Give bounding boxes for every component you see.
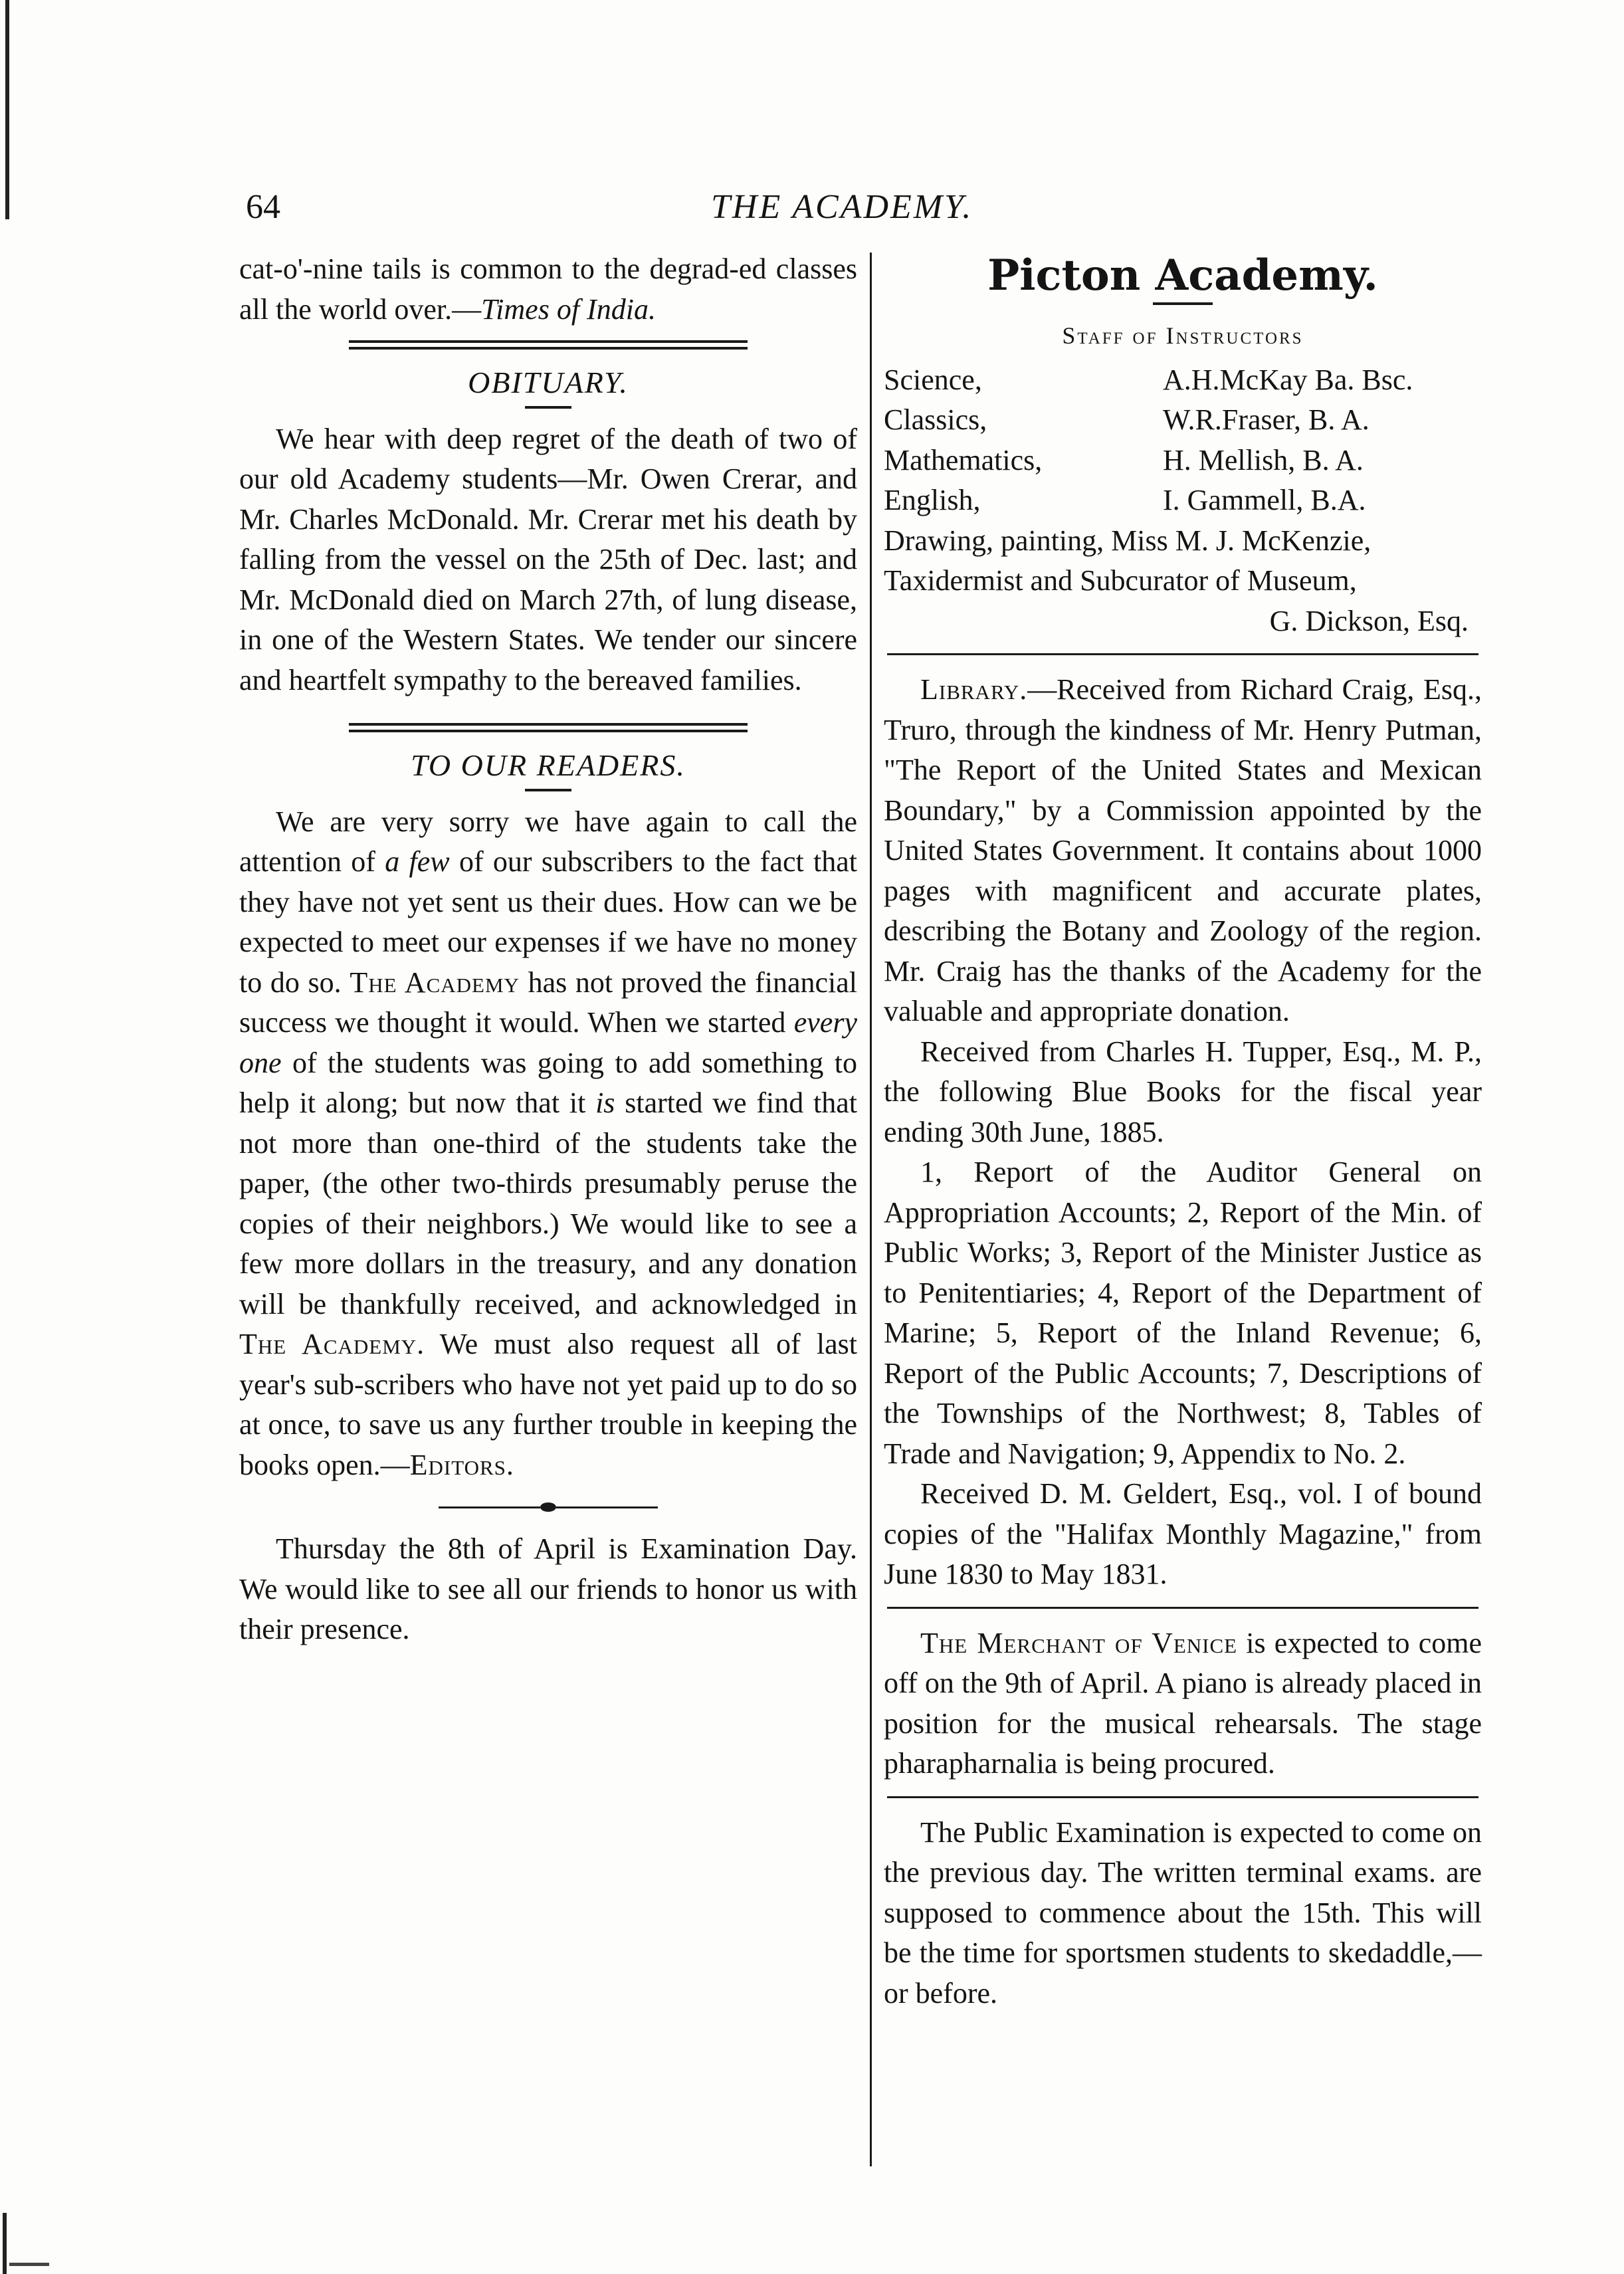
staff-row: Classics, W.R.Fraser, B. A. (884, 403, 1370, 436)
library-paragraph: Library.—Received from Richard Craig, Esq., Truro, through the kindness of Mr. Henry Putman, "The Report of the United States and Mexican Boundary," by a Commission appointed by the United States Government. It contains about 1000 pages with magnificent and accurate plates, describing the Botany and Zoology of the region. Mr. Craig has the thanks of the Academy for the valuable and appropriate donation. (884, 673, 1482, 1027)
scan-edge-mark (9, 2263, 49, 2266)
scan-edge-mark (5, 0, 9, 219)
library-geldert: Received D. M. Geldert, Esq., vol. I of bound copies of the "Halifax Monthly Magazine," from June 1830 to May 1831. (884, 1477, 1482, 1590)
section-divider (887, 1607, 1478, 1609)
masthead-rule (1153, 302, 1213, 305)
exam-paragraph: The Public Examination is expected to come on the previous day. The written terminal exams. are supposed to commence about the 15th. This will be the time for sportsmen students to skedaddle,—or before. (884, 1815, 1482, 2010)
obituary-heading: OBITUARY. (468, 365, 629, 399)
staff-row: English, I. Gammell, B.A. (884, 484, 1366, 516)
exam-day-text: Thursday the 8th of April is Examination Day. We would like to see all our friends to honor us with their presence. (239, 1532, 857, 1645)
staff-drawing: Drawing, painting, Miss M. J. McKenzie, (884, 524, 1371, 557)
intro-paragraph: cat-o'-nine tails is common to the degrad-ed classes all the world over.—Times of India. (239, 253, 857, 326)
column-divider (870, 253, 872, 2166)
ornament-divider (439, 1502, 658, 1512)
section-divider (887, 1796, 1478, 1798)
staff-title: Staff of Instructors (1062, 322, 1304, 349)
merchant-paragraph: The Merchant of Venice is expected to come off on the 9th of April. A piano is already placed in position for the musical rehearsals. The stage pharapharnalia is being procured. (884, 1626, 1482, 1780)
library-bluebook-list: 1, Report of the Auditor General on Appropriation Accounts; 2, Report of the Min. of Public Works; 3, Report of the Minister Justice as to Penitentiaries; 4, Report of the Department of Marine; 5, Report of the Inland Revenue; 6, Report of the Public Accounts; 7, Descriptions of the Townships of the Northwest; 8, Tables of Trade and Navigation; 9, Appendix to No. 2. (884, 1156, 1482, 1470)
staff-taxidermist: Taxidermist and Subcurator of Museum, (884, 564, 1357, 597)
section-divider (887, 653, 1478, 655)
section-divider (349, 340, 748, 350)
staff-row: Science, A.H.McKay Ba. Bsc. (884, 363, 1413, 396)
obituary-text: We hear with deep regret of the death of two of our old Academy students—Mr. Owen Crerar, and Mr. Charles McDonald. Mr. Crerar met his death by falling from the vessel on the 25th of Dec. last; and Mr. McDonald died on March 27th, of lung disease, in one of the Western States. We tender our sincere and heartfelt sympathy to the bereaved families. (239, 422, 857, 696)
heading-rule (525, 789, 571, 791)
readers-text: We are very sorry we have again to call the attention of a few of our subscribers to the fact that they have not yet sent us their dues. How can we be expected to meet our expenses if we have no money to do so. The Academy has not proved the financial success we thought it would. When we started every one of the students was going to add something to help it along; but now that it is started we find that not more than one-third of the students take the paper, (the other two-thirds presumably peruse the copies of their neighbors.) We would like to see a few more dollars in the treasury, and any donation will be thankfully received, and acknowledged in The Academy. We must also request all of last year's sub-scribers who have not yet paid up to do so at once, to save us any further trouble in keeping the books open.—Editors. (239, 805, 858, 1481)
academy-masthead: Picton Academy. (987, 251, 1378, 300)
heading-rule (525, 406, 571, 409)
running-title: THE ACADEMY. (711, 188, 973, 226)
left-column (239, 249, 857, 1650)
page-number: 64 (246, 188, 280, 226)
page-header (246, 187, 1495, 247)
library-bluebooks: Received from Charles H. Tupper, Esq., M. P., the following Blue Books for the fiscal year ending 30th June, 1885. (884, 1035, 1482, 1148)
right-column (884, 249, 1482, 2014)
readers-heading: TO OUR READERS. (411, 748, 686, 782)
scan-edge-mark (3, 2213, 7, 2274)
staff-taxidermist-name: G. Dickson, Esq. (1269, 604, 1469, 637)
staff-row: Mathematics, H. Mellish, B. A. (884, 443, 1364, 476)
section-divider (349, 723, 748, 732)
